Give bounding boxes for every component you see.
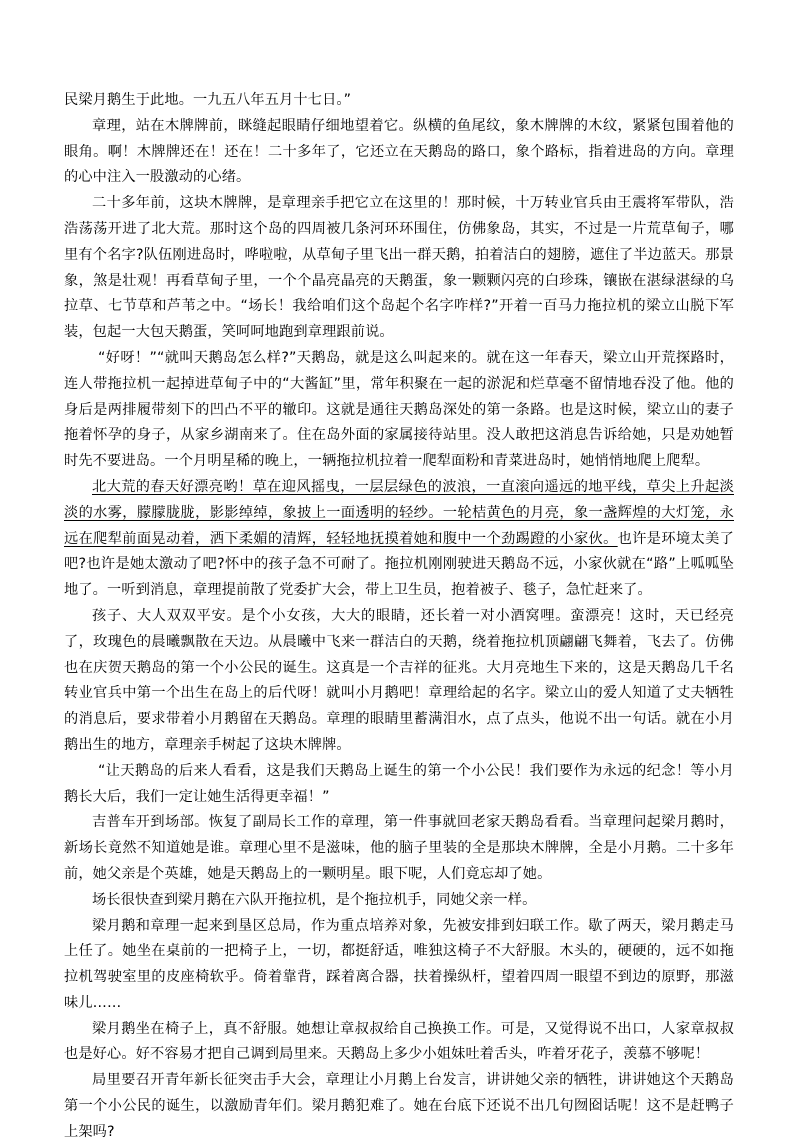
paragraph-5 bbox=[64, 475, 734, 604]
paragraph-4: “好呀！”“就叫天鹅岛怎么样?”天鹅岛，就是这么叫起来的。就在这一年春天，梁立山开荒探路时，连人带拖拉机一起掉进草甸子中的“大酱缸”里，常年积聚在一起的淤泥和烂草毫不留情地吞没了他。他的身后是两排履带刻下的凹凸不平的辙印。这就是通往天鹅岛深处的第一条路。也是这时候，梁立山的妻子拖着怀孕的身子，从家乡湖南来了。住在岛外面的家属接待站里。没人敢把这消息告诉给她，只是劝她暂时先不要进岛。一个月明星稀的晚上，一辆拖拉机拉着一爬犁面粉和青菜进岛时，她悄悄地爬上爬犁。 bbox=[64, 349, 734, 470]
paragraph-10: 梁月鹅和章理一起来到垦区总局，作为重点培养对象，先被安排到妇联工作。歇了两天，梁月鹅走马上任了。她坐在桌前的一把椅子上，一切，都挺舒适，唯独这椅子不大舒服。木头的，硬硬的，远不如拖拉机驾驶室里的皮座椅软乎。倚着靠背，踩着离合器，扶着操纵杆，望着四周一眼望不到边的原野，那滋味儿…… bbox=[64, 917, 734, 1011]
paragraph-11: 梁月鹅坐在椅子上，真不舒服。她想让章叔叔给自己换换工作。可是，又觉得说不出口，人家章叔叔也是好心。好不容易才把自己调到局里来。天鹅岛上多少小姐妹吐着舌头，咋着牙花子，羡慕不够呢！ bbox=[64, 1020, 734, 1063]
paragraph-12: 局里要召开青年新长征突击手大会，章理让小月鹅上台发言，讲讲她父亲的牺牲，讲讲她这个天鹅岛第一个小公民的诞生，以激励青年们。梁月鹅犯难了。她在台底下还说不出几句囫囵话呢！这不是赶鸭子上架吗? bbox=[64, 1072, 734, 1140]
paragraph-1: 民梁月鹅生于此地。一九五八年五月十七日。” bbox=[64, 92, 352, 108]
paragraph-7: “让天鹅岛的后来人看看，这是我们天鹅岛上诞生的第一个小公民！我们要作为永远的纪念！等小月鹅长大后，我们一定让她生活得更幸福！” bbox=[64, 762, 734, 805]
paragraph-9: 场长很快查到梁月鹅在六队开拖拉机，是个拖拉机手，同她父亲一样。 bbox=[92, 891, 537, 908]
paragraph-3: 二十多年前，这块木牌牌，是章理亲手把它立在这里的！那时候，十万转业官兵由王震将军带队，浩浩荡荡开进了北大荒。那时这个岛的四周被几条河环环围住，仿佛象岛，其实，不过是一片荒草甸子，哪里有个名字?队伍刚进岛时，哗啦啦，从草甸子里飞出一群天鹅，拍着洁白的翅膀，遮住了半边蓝天。那景象，煞是壮观！再看草甸子里，一个个晶亮晶亮的天鹅蛋，象一颗颗闪亮的白珍珠，镶嵌在湛绿湛绿的乌拉草、七节草和芦苇之中。“场长！我给咱们这个岛起个名字咋样?”开着一百马力拖拉机的梁立山脱下军装，包起一大包天鹅蛋，笑呵呵地跑到章理跟前说。 bbox=[64, 195, 734, 341]
paragraph-2: 章理，站在木牌牌前，眯缝起眼睛仔细地望着它。纵横的鱼尾纹，象木牌牌的木纹，紧紧包围着他的眼角。啊！木牌牌还在！还在！二十多年了，它还立在天鹅岛的路口，象个路标，指着进岛的方向。章理的心中注入一股激动的心绪。 bbox=[64, 117, 734, 186]
paragraph-5-tail: 也许是环境太美了吧?也许是她太激动了吧?怀中的孩子急不可耐了。拖拉机刚刚驶进天鹅岛不远，小家伙就在“路”上呱呱坠地了。一听到消息，章理提前散了党委扩大会，带上卫生员，抱着被子、毯子，急忙赶来了。 bbox=[64, 530, 735, 599]
underlined-passage: 北大荒的春天好漂亮哟！草在迎风摇曳，一层层绿色的波浪，一直滚向遥远的地平线，草尖上升起淡淡的水雾，朦朦胧胧，影影绰绰，象披上一面透明的轻纱。一轮桔黄色的月亮，象一盏辉煌的大灯笼，永远在爬犁前面晃动着，洒下柔媚的清辉，轻轻地抚摸着她和腹中一个劲踢蹬的小家伙。 bbox=[64, 478, 734, 547]
document-page bbox=[64, 88, 734, 1146]
paragraph-8: 吉普车开到场部。恢复了副局长工作的章理，第一件事就回老家天鹅岛看看。当章理问起梁月鹅时，新场长竟然不知道她是谁。章理心里不是滋味，他的脑子里装的全是那块木牌牌，全是小月鹅。二十多年前，她父亲是个英雄，她是天鹅岛上的一颗明星。眼下呢，人们竟忘却了她。 bbox=[64, 814, 734, 882]
paragraph-6: 孩子、大人双双平安。是个小女孩，大大的眼睛，还长着一对小酒窝哩。蛮漂亮！这时，天已经亮了，玫瑰色的晨曦飘散在天边。从晨曦中飞来一群洁白的天鹅，绕着拖拉机顶翩翩飞舞着，飞去了。仿佛也在庆贺天鹅岛的第一个小公民的诞生。这真是一个吉祥的征兆。大月亮地生下来的，这是天鹅岛几千名转业官兵中第一个出生在岛上的后代呀！就叫小月鹅吧！章理给起的名字。梁立山的爱人知道了丈夫牺牲的消息后，要求带着小月鹅留在天鹅岛。章理的眼睛里蓄满泪水，点了点头，他说不出一句话。就在小月鹅出生的地方，章理亲手树起了这块木牌牌。 bbox=[64, 607, 734, 753]
